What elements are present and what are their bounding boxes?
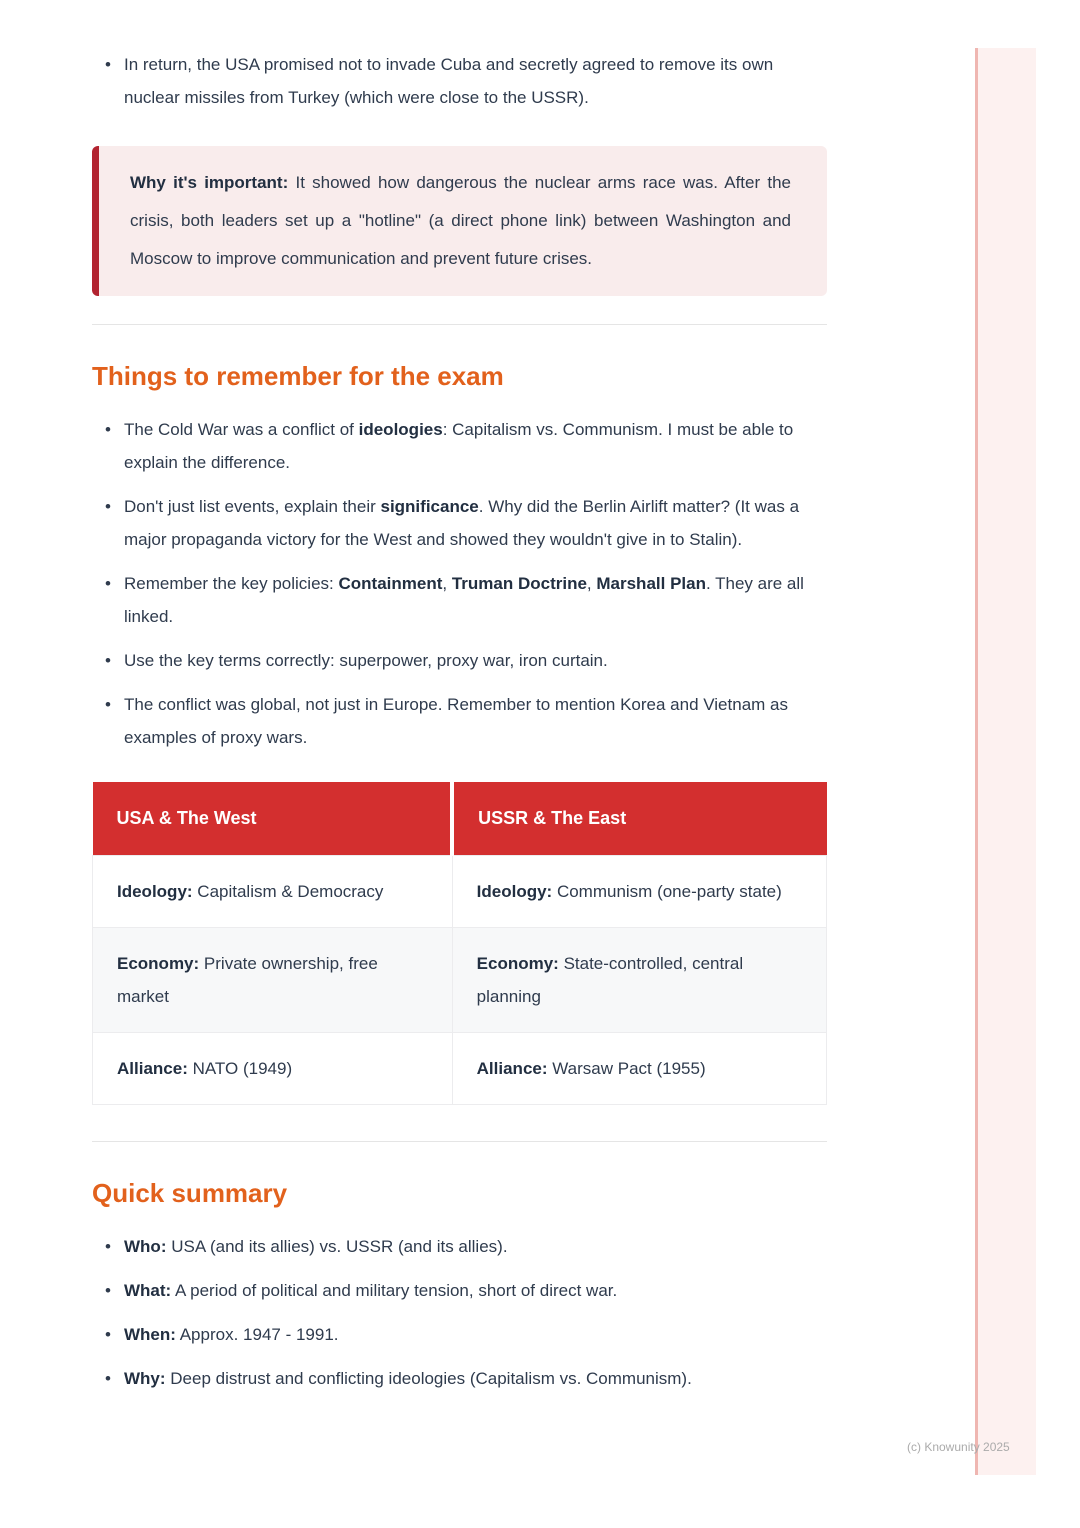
list-item [92, 490, 827, 556]
text-run: Capitalism & Democracy [192, 882, 384, 901]
text-run: USA (and its allies) vs. USSR (and its allies). [166, 1237, 508, 1256]
bold-text: Ideology: [117, 882, 193, 901]
text-run: In return, the USA promised not to invade Cuba and secretly agreed to remove its own nuclear missiles from Turkey (which were close to the USSR). [124, 55, 774, 107]
bold-text: Alliance: [476, 1059, 548, 1078]
text-run: Approx. 1947 - 1991. [175, 1325, 339, 1344]
comparison-table-body [93, 856, 827, 1105]
table-row [93, 856, 827, 928]
section-divider [92, 324, 827, 325]
text-run: : Capitalism vs. Communism. I must be able to explain the difference. [124, 420, 794, 472]
exam-bullet-list [92, 413, 827, 754]
page-edge-strip [975, 48, 1036, 1475]
list-item [92, 644, 827, 677]
summary-bullet-list [92, 1230, 827, 1395]
text-run: A period of political and military tension, short of direct war. [171, 1281, 618, 1300]
comparison-table-header [93, 782, 827, 856]
bold-text: Marshall Plan [596, 574, 706, 593]
list-item [92, 413, 827, 479]
text-run: . Why did the Berlin Airlift matter? (It was a major propaganda victory for the West and showed they wouldn't give in to Stalin). [124, 497, 800, 549]
table-cell [93, 856, 453, 928]
list-item [92, 688, 827, 754]
text-run: , [586, 574, 597, 593]
bold-text: Economy: [476, 954, 559, 973]
text-run: . They are all linked. [124, 574, 804, 626]
bold-text: Alliance: [117, 1059, 188, 1078]
callout-text [130, 164, 791, 278]
bold-text: Ideology: [476, 882, 553, 901]
bold-text: significance [380, 497, 479, 516]
table-row [93, 928, 827, 1033]
text-run: Warsaw Pact (1955) [547, 1059, 706, 1078]
list-item [92, 1318, 827, 1351]
bold-text: Why it's important: [130, 173, 289, 192]
text-run: Remember the key policies: [124, 574, 339, 593]
table-header-row [93, 782, 827, 856]
importance-callout [92, 146, 827, 296]
exam-section-title: Things to remember for the exam [92, 361, 504, 391]
table-header-east: USSR & The East [452, 782, 826, 856]
comparison-table [92, 782, 827, 1105]
text-run: State-controlled, central planning [476, 954, 744, 1006]
intro-bullet-list [92, 0, 827, 114]
text-run: Deep distrust and conflicting ideologies (Capitalism vs. Communism). [165, 1369, 692, 1388]
copyright-note: (c) Knowunity 2025 [907, 1440, 1010, 1454]
text-run: The conflict was global, not just in Europe. Remember to mention Korea and Vietnam as examples of proxy wars. [124, 695, 788, 747]
bold-text: Who: [124, 1237, 167, 1256]
table-cell [452, 928, 826, 1033]
notes-content [92, 0, 827, 1406]
summary-section-title: Quick summary [92, 1178, 288, 1208]
bold-text: Why: [124, 1369, 166, 1388]
list-item [92, 1274, 827, 1307]
text-run: Communism (one-party state) [552, 882, 782, 901]
text-run: NATO (1949) [187, 1059, 293, 1078]
bold-text: Truman Doctrine [451, 574, 587, 593]
bold-text: Economy: [117, 954, 200, 973]
text-run: The Cold War was a conflict of [124, 420, 359, 439]
table-cell [93, 928, 453, 1033]
table-row [93, 1033, 827, 1105]
section-divider [92, 1141, 827, 1142]
text-run: Private ownership, free market [117, 954, 378, 1006]
bold-text: ideologies [358, 420, 443, 439]
table-cell [452, 856, 826, 928]
list-item [92, 1230, 827, 1263]
text-run: , [442, 574, 452, 593]
table-cell [452, 1033, 826, 1105]
text-run: It showed how dangerous the nuclear arms race was. After the crisis, both leaders set up a "hotline" (a direct phone link) between Washington and Moscow to improve communication and prevent future crises. [130, 173, 791, 268]
list-item [92, 1362, 827, 1395]
bold-text: Containment [338, 574, 443, 593]
bold-text: When: [124, 1325, 176, 1344]
list-item [92, 567, 827, 633]
table-cell [93, 1033, 453, 1105]
text-run: Use the key terms correctly: superpower, proxy war, iron curtain. [124, 651, 608, 670]
text-run: Don't just list events, explain their [124, 497, 381, 516]
table-header-west: USA & The West [93, 782, 453, 856]
bold-text: What: [124, 1281, 172, 1300]
list-item [92, 48, 827, 114]
